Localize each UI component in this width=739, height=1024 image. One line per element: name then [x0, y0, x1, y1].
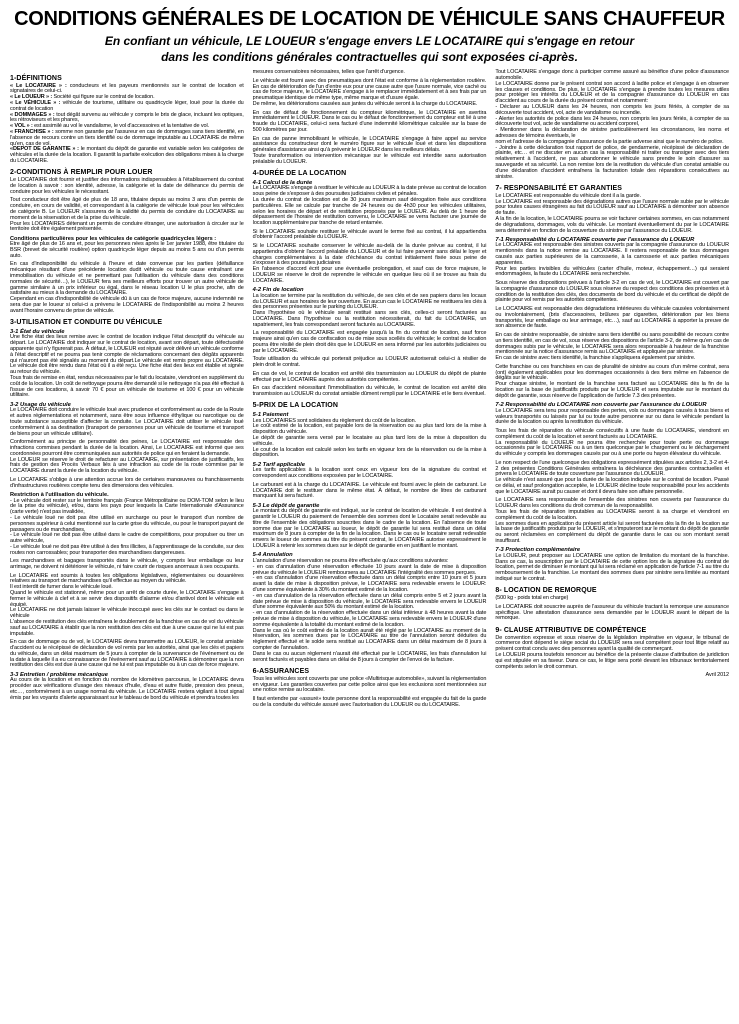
- paragraph: Le véhicule n'est assuré que pour la durée de la location indiquée sur le contrat de location. Passé ce délai, et sauf prolongation acceptée, le LOUEUR décline toute responsabilité pour les accidents que le LOCATAIRE aurait pu causer et dont il devra faire son affaire personnelle.: [495, 477, 730, 495]
- paragraph: - en cas d'annulation de la réservation effectuée dans un délai compris entre 5 et 2 jours avant la date prévue de mise à disposition du véhicule, le LOCATAIRE sera redevable envers le LOUEUR d'une somme équivalente aux 50% du montant estimé de la location.: [252, 592, 487, 611]
- paragraph: En cas de dommage ou de vol, le LOCATAIRE devra transmettre au LOUEUR, le constat amiable d'accident ou le récépissé de déclaration de vol remis par les autorités, ainsi que les clés et papiers du véhicule, dans un délai maximum de 5 jours à compter de la survenance de l'événement ou de la date à laquelle il a eu connaissance de l'événement sauf au LOCATAIRE à démontrer que la non restitution des clés est due à une cause qui ne lui est pas imputable ou à un cas de force majeure.: [10, 639, 244, 669]
- paragraph: Le LOCATAIRE est responsable des dégradations autres que l'usure normale subie par le véhicule pour toutes causes étrangères au fait du LOUEUR sauf au LOCATAIRE à démontrer son absence de faute.: [495, 198, 730, 217]
- paragraph: Tous frais de remise en état, rendus nécessaires par le fait du locataire, viendront en supplément du coût de la location. Un coût de nettoyage pourra être demandé si le nettoyage n'a pas été effectué à l'issue de ces locations, à savoir 70 € pour un véhicule de tourisme et 100 € pour un véhicule utilitaire.: [10, 375, 244, 399]
- document-header: [10, 8, 729, 65]
- definition-paragraph: « Le VÉHICULE » : véhicule de tourisme, utilitaire ou quadricycle léger, loué pour la durée du contrat de location: [10, 99, 244, 112]
- paragraph: Tout LOCATAIRE s'engage donc à participer comme assuré au bénéfice d'une police d'assurance automobile.: [495, 69, 730, 81]
- paragraph: Conformément au principe de personnalité des peines, Le LOCATAIRE est responsable des infractions commises pendant la durée de la location. Ainsi, Le LOCATAIRE est informé que ses coordonnées pourront être communiquées aux autorités de police qui en feraient la demande.: [10, 439, 244, 457]
- paragraph: En cas de sinistre responsable, de sinistre sans tiers identifié ou sans possibilité de recours contre un tiers identifié, en cas de vol, sous réserve des dispositions de l'article 3-2, de même qu'en cas de dommages subis par le véhicule, le LOCATAIRE sera alors responsable à hauteur de la franchise mentionnée sur la notice d'assurance remis au LOCATAIRE et appliquée par sinistre.: [495, 332, 730, 356]
- paragraph: Cette franchise ou ces franchises en cas de pluralité de sinistre au cours d'un même contrat, sera (ont) également applicables pour les dommages occasionnés à des tiers même en l'absence de dégâts sur le véhicule.: [495, 363, 730, 382]
- paragraph: - Joindre à cette déclaration tout rapport de police, de gendarmerie, récépissé de déclaration de plainte, etc… et ne discuter en aucun cas la responsabilité ni traiter ou transiger avec des tiers relativement à l'accident, ne pas abandonner le véhicule sans prendre le soin d'assurer sa sauvegarde et sa sécurité. La non remise lors de la restitution du véhicule d'un constat amiable ou d'une déclaration d'accident entraînera la facturation totale des réparations consécutives au sinistre.: [495, 144, 730, 180]
- definition-paragraph: « VOL » : est assimilé au vol le vandalisme, le vol d'accessoires et la tentative de vol.: [10, 123, 210, 130]
- paragraph: Tous les véhicules sont couverts par une police «Multirisque automobile», suivant la réglementation en vigueur. Les garanties couvertes par cette police ainsi que les exclusions sont mentionnées sur une notice remise au locataire.: [252, 675, 487, 694]
- definition-term: « Le VÉHICULE » :: [10, 99, 63, 106]
- paragraph: En cas de panne immobilisant le véhicule, le LOCATAIRE s'engage à faire appel au service assistance du constructeur dont le numéro figure sur le véhicule loué et dans les dispositions générales d'assistance ainsi qu'à prévenir le LOUEUR dans les meilleurs délais.: [252, 135, 487, 154]
- paragraph: De convention expresse et sous réserve de la législation impérative en vigueur, le tribunal de commerce dont dépend le siège social du LOUEUR sera seul compétent pour tout litige relatif au présent contrat conclu avec des personnes ayant la qualité de commerçant.: [495, 634, 730, 653]
- definition-paragraph: « Le LOCATAIRE » : conducteurs et les payeurs mentionnés sur le contrat de location et signataires de celui-ci.: [10, 82, 244, 95]
- paragraph: La responsabilité du LOUEUR ne pourra être recherchée pour toute perte ou dommage occasionnés par le LOCATAIRE ou à un tiers quelconque par le chargement ou le déchargement du véhicule y compris les dommages causés par ou à une porte ou hayon élévateur du véhicule.: [495, 439, 730, 458]
- paragraph: - Le véhicule doit rester sur le territoire français (France Métropolitaine ou DOM-TOM selon le lieu de la prise du véhicule), et/ou, dans les pays pour lesquels la Carte Internationale d'Assurance (carte verte) n'est pas invalidée,: [10, 497, 244, 516]
- paragraph: Le LOUEUR pourra toutefois renoncer au bénéfice de la présente clause d'attribution de juridiction qui est stipulée en sa faveur. Dans ce cas, le litige sera porté devant les tribunaux territorialement compétents selon le droit commun.: [495, 652, 730, 670]
- paragraph: En cas de vol, le contrat de location est arrêté dès transmission au LOUEUR du dépôt de plainte effectué par le LOCATAIRE auprès des autorités compétentes.: [252, 370, 487, 383]
- document-subtitle: [10, 34, 729, 65]
- paragraph: Dans le cas où le coût estimé de la location aurait été réglé par le LOCATAIRE au moment de la réservation, les sommes dues par le LOCATAIRE au titre de l'annulation seront déduites du règlement effectué et le solde sera restitué au LOCATAIRE dans un délai maximum de 8 jours à compter de l'annulation.: [252, 627, 487, 652]
- paragraph: Les sommes dues en application du présent article lui seront facturées dès la fin de la location sur la base de justificatifs produits par le LOUEUR, et s'imputeront sur le montant du dépôt de garantie ou seront réclamées en complément du dépôt de garantie dans le cas ou son montant serait insuffisant.: [495, 520, 730, 544]
- section-heading: 7- RESPONSABILITÉ ET GARANTIES: [495, 184, 623, 192]
- paragraph: L'absence de restitution des clés entraînera le doublement de la franchise en cas de vol du véhicule sauf au LOCATAIRE à établir que la non restitution des clés est due à une cause qui ne lui est pas imputable.: [10, 619, 244, 637]
- paragraph: Le coût estimé de la location, est payable lors de la réservation ou au plus tard lors de la mise à disposition du véhicule.: [252, 423, 487, 436]
- paragraph: Le LOCATAIRE s'oblige à une attention accrue lors de certaines manœuvres ou franchissements d'infrastructures routières compte tenu des dimensions des véhicules.: [10, 476, 244, 489]
- paragraph: Le montant du dépôt de garantie est indiqué, sur le contrat de location de véhicule. Il est destiné à garantir le LOUEUR du paiement de l'ensemble des sommes dont le Locataire serait redevable au titre de l'ensemble des obligations souscrites dans le cadre de la location. En l'absence de toute somme due par le LOCATAIRE au loueur, le dépôt de garantie lui sera restitué dans un délai maximum de 8 jours à compter de la fin de la location. Dans le cas ou le locataire serait redevable envers le loueur de sommes au titre du présent contrat, le LOCATAIRE autorise expressément le LOUEUR à retenir les sommes dues sur le dépôt de garantie en en justifiant le montant.: [252, 508, 487, 550]
- paragraph: En cas d'indisponibilité du véhicule à l'heure et date convenue par les parties (défaillance mécanique résultant d'une précédente location dudit véhicule ou toute cause entraînant une immobilisation du véhicule et ne permettant pas l'utilisation du véhicule dans des conditions normales de sécurité…), le LOUEUR fera ses meilleurs efforts pour trouver un autre véhicule de gamme similaire à un prix inférieur ou égal, dans le réseau location U le plus proche, afin de satisfaire au mieux à la demande du LOCATAIRE.: [10, 261, 244, 297]
- definition-paragraph: « Le LOUEUR » : Société qui figure sur le contrat de location.: [10, 94, 155, 101]
- paragraph: - Mentionner dans la déclaration de sinistre particulièrement les circonstances, les noms et adresses de témoins éventuels, le: [495, 127, 730, 139]
- paragraph: Tous les frais de réparation imputables au LOCATAIRE seront à sa charge et viendront en complément du coût de la location.: [495, 508, 730, 521]
- subsection-heading: 7-2 Responsabilité du LOCATAIRE non couverte par l'assurance du LOUEUR: [495, 402, 707, 409]
- subtitle-line-1: En confiant un véhicule, LE LOUEUR s'engage envers LE LOCATAIRE qui s'engage en retour: [104, 34, 635, 48]
- column-3: [495, 70, 729, 708]
- column-2: [253, 70, 487, 708]
- paragraph: - en cas d'annulation d'une réservation effectuée dans un délai compris entre 10 jours et 5 jours avant la date de mise à disposition prévue, le LOCATAIRE sera redevable envers le LOUEUR: d'une somme équivalente à 30% du montant estimé de la location.: [252, 575, 487, 594]
- paragraph: L'annulation d'une réservation ne pourra être effectuée qu'aux conditions suivantes:: [252, 558, 449, 565]
- paragraph: Sous réserve des dispositions prévues à l'article 3-2 en cas de vol, le LOCATAIRE est couvert par la compagnie d'assurance du LOUEUR sous réserve du respect des conditions des présentes et à condition de la restitution des clés, des documents de bord du véhicule et du certificat de dépôt de plainte pour vol remis par les autorités compétentes.: [495, 280, 730, 304]
- paragraph: nom et l'adresse de la compagnie d'assurance de la partie adverse ainsi que le numéro de police.: [495, 138, 724, 145]
- definition-term: « Le LOUEUR » :: [10, 94, 54, 101]
- paragraph: En cas de défaut de fonctionnement du compteur kilométrique, le LOCATAIRE en avertira immédiatement le LOUEUR. Dans le cas ou le défaut de fonctionnement du compteur est lié à une fraude du LOCATAIRE, celui-ci sera facturé d'une indemnité kilométrique calculée sur la base de 500 kilomètres par jour.: [252, 109, 487, 133]
- paragraph: Etre âgé de plus de 16 ans et, pour les personnes nées après le 1er janvier 1988, être titulaire du BSR (brevet de sécurité routière) option quadricycle léger depuis au moins 5 ans ou d'un permis auto.: [10, 241, 244, 259]
- paragraph: Le LOCATAIRE doit fournir et justifier des informations indispensables à l'établissement du contrat de location à savoir : son identité, adresse, la catégorie et la date de délivrance du permis de conduire pour les véhicules le nécessitant.: [10, 177, 244, 195]
- paragraph: Toute utilisation du véhicule qui porterait préjudice au LOUEUR autoriserait celui-ci à résilier de plein droit le contrat.: [252, 356, 487, 369]
- paragraph: En cas d'accident nécessitant l'immobilisation du véhicule, le contrat de location est arrêté dès transmission au LOUEUR du constat amiable dûment rempli par le LOCATAIRE et le tiers éventuel.: [252, 385, 487, 397]
- paragraph: Le non respect de l'une quelconque des obligations expressément stipulées aux articles 2, 3-2 et 4-2 des présentes Conditions Générales entraînera la déchéance des garanties contractuelles et privera le LOCATAIRE de toute couverture par l'assurance du LOUEUR.: [495, 459, 730, 478]
- paragraph: - Le véhicule loué ne doit pas être utilisé à des fins illicites, à l'apprentissage de la conduite, sur des routes non carrossables; pour transporter des marchandises dangereuses.: [10, 543, 244, 556]
- paragraph: - Alerter les autorités de police dans les 24 heures, non compris les jours fériés, à compter de sa découverte tout vol, acte de vandalisme ou accident corporel,: [495, 115, 730, 128]
- paragraph: Pour les parties invisibles du véhicules (carter d'huile, moteur, échappement…) qui seraient endommagées, la faute du LOCATAIRE sera recherchée.: [495, 265, 730, 278]
- section-heading: 3-UTILISATION ET CONDUITE DU VÉHICULE: [10, 319, 163, 327]
- paragraph: La durée du contrat de location est de 30 jours maximum sauf dérogation fixée aux conditions particulières. Elle se calcule par tranche de 24 heures ou de 4h30 pour les véhicules utilitaires, selon les horaires de départ et de restitution proposés par le LOUEUR. Au delà de 1 heure de dépassement de l'horaire de restitution convenu, le LOCATAIRE se verra facturer une journée de location supplémentaire par tranche de retard entamée.: [252, 196, 487, 227]
- paragraph: Le LOUEUR se réserve le droit de refacturer au LOCATAIRE, sur présentation de justificatifs, les frais de gestion des Procès Verbaux liés à une infraction au code de la route commise par le LOCATAIRE durant la durée de la location du véhicule.: [10, 456, 244, 475]
- page-title: CONDITIONS GÉNÉRALES DE LOCATION DE VÉHICULE SANS CHAUFFEUR: [14, 8, 725, 30]
- paragraph: Les marchandises et bagages transportés dans le véhicule, y compris leur emballage ou leur arrimage, ne doivent ni détériorer le véhicule, ni faire courir de risques anormaux à ses occupants.: [10, 558, 244, 571]
- subsection-heading: 4-1 Calcul de la durée: [252, 179, 313, 186]
- paragraph: Le LOCATAIRE ne doit jamais laisser le véhicule inoccupé avec les clés sur le contact ou dans le véhicule: [10, 607, 244, 620]
- paragraph: mesures conservatoires nécessaires, telles que l'arrêt d'urgence.: [252, 69, 405, 76]
- paragraph: Le LOCATAIRE doit souscrire auprès de l'assureur du véhicule tractant la remorque une assurance spécifique. Une attestation d'assurance sera demandée par le LOUEUR avant le départ de la remorque.: [495, 603, 730, 622]
- paragraph: Toute transformation ou intervention mécanique sur le véhicule est interdite sans autorisation préalable du LOUEUR.: [252, 152, 487, 165]
- paragraph: Une fiche état des lieux remise avec le contrat de location indique l'état descriptif du véhicule au départ. Le LOCATAIRE doit indiquer sur le contrat de location, avant son départ, toute défectuosité apparente qui n'y figurerait pas. À défaut, le LOUEUR est réputé avoir délivré un véhicule conforme à l'état descriptif et ne pourra pas tenir compte de réclamations concernant des dégâts apparents qui n'auront pas été signalés au moment du départ.Le véhicule est remis propre au LOCATAIRE. Le véhicule doit être rendu dans l'état où il a été reçu. Une fiche état des lieux est établie et signée au retour du véhicule.: [10, 334, 244, 376]
- paragraph: Le LOCATAIRE est soumis à toutes les obligations législatives, réglementaires ou douanières relatives au transport de marchandises qu'il effectue au moyen du véhicule.: [10, 572, 244, 585]
- paragraph: A la fin de la location, le LOCATAIRE pourra se voir facturer certaines sommes, en cas notamment de dégradations, dommages, vols du véhicule. Le montant éventuellement du par le LOCATAIRE sera déterminé en fonction de la couverture du sinistre par l'assurance du LOUEUR.: [495, 215, 730, 234]
- subsection-heading: 5-1 Paiement: [252, 411, 289, 418]
- paragraph: Le LOCATAIRE est responsable des sinistres couverts par la compagnie d'assurance du LOUEUR mentionnés dans la notice remise au LOCATAIRE. Il restera responsable de tous dommages causés aux parties supérieures de la carrosserie, à la carrosserie et aux parties mécaniques apparentes.: [495, 242, 730, 266]
- subsection-heading: 7-3 Protection complémentaire: [495, 547, 581, 554]
- subsection-heading: 5-3 Le dépôt de garantie: [252, 502, 320, 509]
- section-heading: 4-DURÉE DE LA LOCATION: [252, 170, 347, 178]
- paragraph: Le dépôt de garantie sera versé par le locataire au plus tard lors de la mise à disposition du véhicule.: [252, 434, 487, 447]
- columns-container: [10, 70, 729, 708]
- subsection-heading: 4-2 Fin de location: [252, 287, 304, 294]
- section-heading: 6-ASSURANCES: [252, 668, 310, 675]
- paragraph: Au cours de la location et en fonction du nombre de kilomètres parcourus, le LOCATAIRE devra procéder aux vérifications d'usage des niveaux d'huile, d'eau et autre fluide, pression des pneus, etc…, conformément à un usage normal du véhicule. Le LOCATAIRE restera vigilant à tout signal émis par les voyants d'alerte apparaissant sur le tableau de bord du véhicule et prendra toutes les: [10, 677, 244, 701]
- column-1: [10, 70, 244, 708]
- subsection-heading: 3-1 État du véhicule: [10, 328, 65, 335]
- definition-paragraph: « DOMMAGES » : tout dégât survenu au véhicule y compris le bris de glace, incluant les optiques, les rétroviseurs et les phares,: [10, 111, 244, 124]
- paragraph: En l'absence d'accord écrit pour une éventuelle prolongation, et sauf cas de force majeure, le LOUEUR se réserve le droit de reprendre le véhicule en quelque lieu où il se trouve au frais du LOCATAIRE.: [252, 266, 487, 284]
- paragraph: Pour chaque sinistre, le montant de la franchise sera facturé au LOCATAIRE dès la fin de la location sur la base de justificatifs produits par le LOUEUR et sera imputable sur le montant du dépôt de garantie, sous réserve de l'application de l'article 7.3 des présentes.: [495, 381, 730, 399]
- subsection-heading: 5-4 Annulation: [252, 552, 293, 559]
- paragraph: Pour les LOCATAIRES détenant un permis de conduire étranger, une autorisation à circuler sur le territoire doit être également présentée.: [10, 220, 244, 233]
- paragraph: Le LOCATAIRE doit conduire le véhicule loué avec prudence et conformément au code de la Route et autres réglementations et notamment, sans être sous influence éthylique ou narcotique ou de toute substance susceptible d'affecter la conduite. Le LOCATAIRE doit utiliser le véhicule loué conformément à sa destination (transport de personnes pour un véhicule de tourisme et transport de biens pour un véhicule utilitaire).: [10, 407, 244, 437]
- paragraph: Le LOCATAIRE est responsable du véhicule dont il a la garde.: [495, 192, 641, 199]
- paragraph: Le LOCATAIRE donne par le présent contrat son accord à ladite police et s'engage à en observer les clauses et conditions. De plus, le LOCATAIRE s'engage à prendre toutes les mesures utiles pour protéger les intérêts du LOUEUR et de la compagnie d'assurance du LOUEUR en cas d'accident au cours de la durée du présent contrat et notamment:: [495, 80, 730, 105]
- paragraph: Il faut entendre par «assuré» toute personne dont la responsabilité est engagée du fait de la garde ou de la conduite du véhicule assuré avec l'autorisation du LOUEUR ou du LOCATAIRE.: [252, 695, 487, 708]
- paragraph: Les tarifs applicables à la location sont ceux en vigueur lors de la signature du contrat et correspondent aux conditions exposées par le LOCATAIRE.: [252, 467, 487, 480]
- definition-term: « Le LOCATAIRE » :: [10, 82, 70, 89]
- paragraph: Il est interdit de fumer dans le véhicule loué.: [10, 584, 113, 591]
- definition-term: « FRANCHISE » :: [10, 128, 56, 135]
- sub-heading: Conditions particulières pour les véhicules de catégorie quadricycles légers :: [10, 235, 217, 242]
- paragraph: Le LOCATAIRE s'engage à restituer le véhicule au LOUEUR à la date prévue au contrat de location sous peine de s'exposer à des poursuites judiciaires civiles et pénales.: [252, 185, 487, 198]
- sub-heading: Restriction à l'utilisation du véhicule.: [10, 491, 109, 498]
- definition-paragraph: «DEPOT DE GARANTIE » : le montant du dépôt de garantie est variable selon les catégories de véhicules et la durée de la location. Il garantit la parfaite exécution des obligations mises à la charge du LOCATAIRE.: [10, 146, 244, 164]
- definition-term: « VOL » :: [10, 123, 35, 130]
- paragraph: Le carburant est à la charge du LOCATAIRE. Le véhicule est fourni avec le plein de carburant. Le LOCATAIRE doit le restituer dans le même état. À défaut, le nombre de litres de carburant manquant lui sera facturé.: [252, 481, 487, 500]
- subtitle-line-2: dans les conditions générales contractuelles qui sont exposées ci-après.: [161, 49, 578, 64]
- paragraph: Tout conducteur doit être âgé de plus de 18 ans, titulaire depuis au moins 3 ans d'un permis de conduire, en cours de validité, et correspondant à la catégorie de véhicule loué pour les véhicules de catégorie B. Le LOUEUR s'assurera de la validité du permis de conduire du LOCATAIRE au moment de la réservation et de la prise du véhicule.: [10, 197, 244, 221]
- paragraph: - Le véhicule loué ne doit pas être utilisé en surcharge ou pour le transport d'un nombre de personnes supérieur à celui mentionné sur la carte grise du véhicule, ou pour le transport payant de passagers ou de marchandises,: [10, 514, 244, 533]
- subsection-heading: 5-2 Tarif applicable: [252, 461, 305, 468]
- paragraph: Le LOCATAIRE sera responsable de l'ensemble des sinistres non couverts par l'assurance du LOUEUR dans les conditions du droit commun de la responsabilité.: [495, 497, 730, 510]
- paragraph: Le cout de la location est calculé selon les tarifs en vigueur lors de la réservation ou de la mise à disposition.: [252, 446, 487, 459]
- section-heading: 9- CLAUSE ATTRIBUTIVE DE COMPÉTENCE: [495, 626, 647, 634]
- paragraph: (500 kg - poids total en charge): [495, 595, 569, 602]
- paragraph: Quand le véhicule est stationné, même pour un arrêt de courte durée, le LOCATAIRE s'engage à fermer le véhicule à clef et à se servir des dispositifs d'alarme et/ou d'antivol dont le véhicule est équipé.: [10, 590, 244, 608]
- section-heading: 1-DÉFINITIONS: [10, 74, 62, 82]
- paragraph: Le LOCATAIRE sera tenu pour responsable des pertes, vols ou dommages causés à tous biens et valeurs transportés ou laissés par lui ou toute autre personne sur ou dans le véhicule pendant la durée de la location ou après la restitution du véhicule.: [495, 407, 730, 426]
- paragraph: - en cas d'annulation d'une réservation effectuée 10 jours avant la date de mise à disposition prévue du véhicule le LOUEUR remboursera au LOCATAIRE l'intégralité des sommes perçues.: [252, 563, 487, 576]
- paragraph: De même, les détériorations causées aux jantes du véhicule seront à la charge du LOCATAIRE.: [252, 100, 478, 107]
- paragraph: - en cas d'annulation de la réservation effectuée dans un délai inférieur à 48 heures avant la date prévue de mise à disposition du véhicule, le LOCATAIRE sera redevable envers le LOUEUR d'une somme équivalente à la totalité du montant estimé de la location.: [252, 610, 487, 628]
- paragraph: Tous les frais de réparation du véhicule consécutifs à une faute du LOCATAIRE, viendront en complément du coût de la location et seront facturés au LOCATAIRE.: [495, 427, 730, 440]
- paragraph: - Déclarer au LOUEUR dans les 24 heures, non compris les jours fériés, à compter de sa découverte tout accident, vol, acte de vandalisme ou incendie.: [495, 103, 730, 116]
- document-date: Avril 2012: [705, 672, 730, 679]
- section-heading: 8- LOCATION DE REMORQUE: [495, 587, 597, 595]
- paragraph: Le LOCATAIRE est responsable des dégradations intérieures du véhicule causées volontairement ou involontairement, (bris d'accessoires, brûlures par cigarettes, détérioration par les biens transportés, leur emballage ou leur arrimage, etc…), sauf au LOCATAIRE à apporter la preuve de son absence de faute.: [495, 306, 730, 330]
- definition-term: « DOMMAGES » :: [10, 111, 57, 118]
- paragraph: En cas de sinistre avec tiers identifié, la franchise s'appliquera également par sinistre.: [495, 355, 696, 362]
- paragraph: Le LOUEUR, peut proposer au LOCATAIRE une option de limitation du montant de la franchise. Dans ce cas, la souscription par le LOCATAIRE de cette option lors de la signature du contrat de location, permet de diminuer le montant qui lui sera réclamé en application de l'article 7-1 au titre du remboursement de la franchise. Le montant des sommes dues par sinistre sera limitée au montant indiqué sur le contrat.: [495, 552, 730, 583]
- paragraph: La responsabilité du LOCATAIRE est engagée jusqu'à la fin du contrat de location, sauf force majeure ainsi qu'en cas de confiscation ou de mise sous scellés du véhicule; le contrat de location pourra être résilié de plein droit dès que le LOUEUR en sera informé par les autorités judiciaires ou par le LOCATAIRE.: [252, 330, 487, 354]
- subsection-heading: 3-2 Usage du véhicule: [10, 401, 71, 408]
- definition-term: «DEPOT DE GARANTIE » :: [10, 146, 81, 153]
- paragraph: Dans l'hypothèse où le véhicule serait restitué sans ses clés, celles-ci seront facturées au LOCATAIRE. Dans l'hypothèse ou la restitution nécessiterait, du fait du LOCATAIRE, un rapatriement, les frais correspondant seront facturés au LOCATAIRE.: [252, 310, 487, 328]
- paragraph: Si le LOCATAIRE souhaite conserver le véhicule au-delà de la durée prévue au contrat, il lui appartiendra d'obtenir l'accord préalable du LOUEUR et de lui faire parvenir sans délai le loyer et charges complémentaires à la date d'échéance du contrat initialement fixée sous peine de s'exposer à des poursuites judiciaires: [252, 243, 487, 267]
- paragraph: Le véhicule est fourni avec des pneumatiques dont l'état est conforme à la réglementation routière. En cas de détérioration de l'un d'entre eux pour une cause autre que l'usure normale, vice caché ou cas de force majeure, le LOCATAIRE s'engage à le remplacer immédiatement et à ses frais par un pneumatique identique de même type, même marque et d'usure égale.: [252, 77, 487, 102]
- paragraph: La location se termine par la restitution du véhicule, de ses clés et de ses papiers dans les locaux du LOUEUR et aux horaires de leur ouverture. En aucun cas le LOCATAIRE ne restituera les clés à des personnes présentes sur le parking du LOUEUR.: [252, 292, 487, 311]
- definition-paragraph: « FRANCHISE » : somme non garantie par l'assureur en cas de dommages sans tiers identifié, en l'absence de recours contre un tiers identifié ou de dommage imputable au LOCATAIRE de même qu'en, cas de vol.: [10, 128, 244, 147]
- paragraph: Si le LOCATAIRE souhaite restituer le véhicule avant le terme fixé au contrat, il lui appartiendra d'obtenir l'accord préalable du LOUEUR.: [252, 228, 487, 241]
- section-heading: 2-CONDITIONS À REMPLIR POUR LOUER: [10, 169, 153, 177]
- paragraph: - Le véhicule loué ne doit pas être utilisé dans le cadre de compétitions, pour propulser ou tirer un autre véhicule,: [10, 532, 244, 545]
- subsection-heading: 7-1 Responsabilité du LOCATAIRE couverte par l'assurance du LOUEUR: [495, 236, 695, 243]
- paragraph: Cependant en cas d'indisponibilité de véhicule dû à un cas de force majeure, aucune indemnité ne sera due par le loueur si celui-ci a prévenu le LOCATAIRE de l'indisponibilité au moins 2 heures avant l'horaire convenu de prise de véhicule.: [10, 296, 244, 314]
- paragraph: Les LOCATAIRES sont solidaires du règlement du coût de la location.: [252, 417, 417, 424]
- paragraph: Dans le cas ou aucun règlement n'aurait été effectué par le LOCATAIRE, les frais d'annulation lui seront facturés et payables dans un délai de 8 jours à compter de l'envoi de la facture.: [252, 650, 487, 663]
- section-heading: 5-PRIX DE LA LOCATION: [252, 402, 338, 410]
- subsection-heading: 3-3 Entretien / problème mécanique: [10, 671, 108, 678]
